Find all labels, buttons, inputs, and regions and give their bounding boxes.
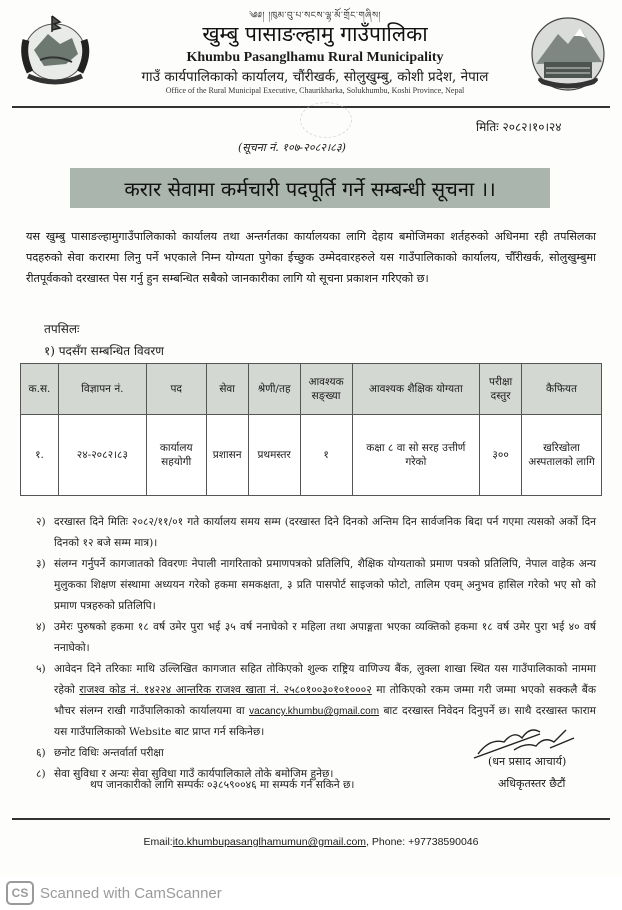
cell-qualification: कक्षा ८ वा सो सरह उत्तीर्ण गरेको bbox=[352, 415, 480, 496]
revenue-account-code: राजश्व कोड नं. १४२२४ आन्तरिक राजश्व खाता नं. २५८०१००३०१०१०००२ bbox=[79, 684, 372, 696]
item-text: दरखास्त दिने मितिः २०८२/११/०१ गते कार्यालय समय सम्म (दरखास्त दिने दिनको अन्तिम दिन सार्वजनिक बिदा पर्न गएमा त्यसको अर्को दिन दिनको १२ बजे सम्म मात्र)। bbox=[54, 516, 596, 549]
notice-date: मितिः २०८२।१०।२४ bbox=[476, 120, 562, 134]
notice-title: करार सेवामा कर्मचारी पदपूर्ति गर्ने सम्बन्धी सूचना ।। bbox=[124, 176, 496, 201]
col-header-required-number: आवश्यक सङ्ख्या bbox=[300, 364, 352, 415]
item-text-before: आवेदन दिने तरिकाः माथि उल्लिखित कागजात सहित तोकिएको शुल्क राष्ट्रिय वाणिज्य बैंक, लुक्ला शाखा स्थित यस गाउँपालिकाको नाममा रहेको bbox=[54, 663, 596, 696]
faint-stamp-mark bbox=[300, 102, 352, 138]
camscanner-watermark bbox=[0, 876, 622, 910]
section-1-label: १) पदसँग सम्बन्धित विवरण bbox=[44, 344, 164, 358]
office-address-english: Office of the Rural Municipal Executive, Chaurikharka, Solukhumbu, Koshi Province, Nepal bbox=[165, 86, 465, 95]
list-item-documents bbox=[36, 554, 596, 617]
notice-number: (सूचना नं. १०७-२०८२।८३) bbox=[238, 141, 346, 154]
notice-title-banner bbox=[70, 168, 550, 208]
cell-required-number: १ bbox=[300, 415, 352, 496]
cell-serial: १. bbox=[21, 415, 59, 496]
municipality-name-english: Khumbu Pasanglhamu Rural Municipality bbox=[186, 50, 444, 65]
footer-contact bbox=[0, 836, 622, 848]
table-header-row bbox=[21, 364, 602, 415]
cell-post: कार्यालय सहयोगी bbox=[146, 415, 206, 496]
footer-divider bbox=[12, 818, 610, 820]
col-header-remarks: कैफियत bbox=[522, 364, 602, 415]
item-number: २) bbox=[36, 516, 46, 528]
footer-email-link[interactable]: ito.khumbupasanglhamumun@gmail.com bbox=[172, 836, 367, 848]
list-item-application-date bbox=[36, 512, 596, 554]
footer-phone-label: , Phone: bbox=[366, 836, 409, 848]
col-header-serial: क.स. bbox=[21, 364, 59, 415]
camscanner-text: Scanned with CamScanner bbox=[40, 884, 222, 902]
col-header-service: सेवा bbox=[206, 364, 248, 415]
item-number: ८) bbox=[36, 768, 46, 780]
item-text-after: बाट दरखास्त निवेदन दिनुपर्ने छ। साथै दरखास्त फाराम यस गाउँपालिकाको Website बाट प्राप्त गर्न सकिनेछ। bbox=[54, 705, 596, 738]
intro-paragraph: यस खुम्बु पासाङल्हामुगाउँपालिकाको कार्यालय तथा अन्तर्गतका कार्यालयका लागि देहाय बमोजिमका शर्तहरुको अधिनमा रही तपसिलका पदहरुको सेवा करारमा लिनु पर्ने भएकाले निम्न योग्यता पुगेका ईच्छुक उम्मेदवारहरुले यस गाउँपालिकाको कार्यालय, चौँरीखर्क, सोलुखुम्बुमा रीतपूर्वकको दरखास्त पेस गर्नु हुन सम्बन्धित सबैको जानकारीका लागि यो सूचना प्रकाशन गरिएको छ। bbox=[26, 230, 596, 285]
municipality-name-nepali: खुम्बु पासाङल्हामु गाउँपालिका bbox=[202, 22, 428, 46]
cell-exam-fee: ३०० bbox=[480, 415, 522, 496]
office-address-nepali: गाउँ कार्यपालिकाको कार्यालय, चौंरीखर्क, सोलुखुम्बु, कोशी प्रदेश, नेपाल bbox=[141, 69, 489, 85]
col-header-exam-fee: परीक्षा दस्तुर bbox=[480, 364, 522, 415]
item-number: ६) bbox=[36, 747, 46, 759]
item-number: ४) bbox=[36, 621, 46, 633]
item-number: ५) bbox=[36, 663, 46, 675]
list-item-age bbox=[36, 617, 596, 659]
item-text: छनोट विधिः अन्तर्वार्ता परीक्षा bbox=[54, 747, 164, 759]
item-text: सेवा सुविधा र अन्यः सेवा सुविधा गाउँ कार्यपालिकाले तोके बमोजिम हुनेछ। bbox=[54, 768, 334, 780]
table-row bbox=[21, 415, 602, 496]
col-header-qualification: आवश्यक शैक्षिक योग्यता bbox=[352, 364, 480, 415]
municipality-emblem-logo bbox=[528, 14, 608, 94]
cell-service: प्रशासन bbox=[206, 415, 248, 496]
footer-phone: +97738590046 bbox=[408, 836, 479, 848]
cell-level: प्रथमस्तर bbox=[248, 415, 300, 496]
cell-remarks: खरिखोला अस्पतालको लागि bbox=[522, 415, 602, 496]
signatory-title: अधिकृतस्तर छैटौं bbox=[498, 777, 566, 790]
contact-line: थप जानकारीको लागि सम्पर्कः ०३८५९००४६ मा सम्पर्क गर्न सकिने छ। bbox=[90, 779, 355, 791]
item-text: उमेरः पुरुषको हकमा १८ वर्ष उमेर पुरा भई ३५ वर्ष ननाघेको र महिला तथा अपाङ्गता भएका व्यक्तिको हकमा १८ वर्ष उमेर पुरा भई ४० वर्ष ननाघेको। bbox=[54, 621, 596, 654]
nepal-emblem-logo bbox=[14, 10, 96, 90]
tibetan-script-line: ༄༅། །ཁུམ་བུ་པ་སངས་ལྷ་མོ་གྲོང་གཞིས། bbox=[248, 11, 382, 21]
footer-email-label: Email: bbox=[143, 836, 173, 848]
col-header-ad-number: विज्ञापन नं. bbox=[58, 364, 146, 415]
col-header-level: श्रेणी/तह bbox=[248, 364, 300, 415]
item-text: संलग्न गर्नुपर्ने कागजातको विवरणः नेपाली नागरिताको प्रमाणपत्रको प्रतिलिपि, शैक्षिक योग्यताको प्रमाण पत्रको प्रतिलिपि, नेपाल वाहेक अन्य मुलुकका शिक्षण संस्थामा अध्ययन गरेको हकमा समकक्षता, ३ प्रति पासपोर्ट साइजको फोटो, तालिम एवम् अनुभव हासिल गरेको भए सो को प्रमाण पत्रहरुको प्रतिलिपि। bbox=[54, 558, 596, 612]
col-header-post: पद bbox=[146, 364, 206, 415]
camscanner-logo-icon: CS bbox=[6, 881, 34, 905]
cell-ad-number: २४-२०८२।८३ bbox=[58, 415, 146, 496]
vacancy-email-link[interactable]: vacancy.khumbu@gmail.com bbox=[249, 706, 380, 717]
posts-table bbox=[20, 363, 602, 496]
item-number: ३) bbox=[36, 558, 46, 570]
signatory-name: (धन प्रसाद आचार्य) bbox=[488, 755, 567, 768]
details-label: तपसिलः bbox=[44, 322, 80, 336]
item-text-middle: मा तोकिएको रकम जम्मा गरी जम्मा भएको सक्कलै बैंक भौचर संलग्न राखी गाउँपालिकाको कार्यालयमा वा bbox=[54, 684, 596, 717]
